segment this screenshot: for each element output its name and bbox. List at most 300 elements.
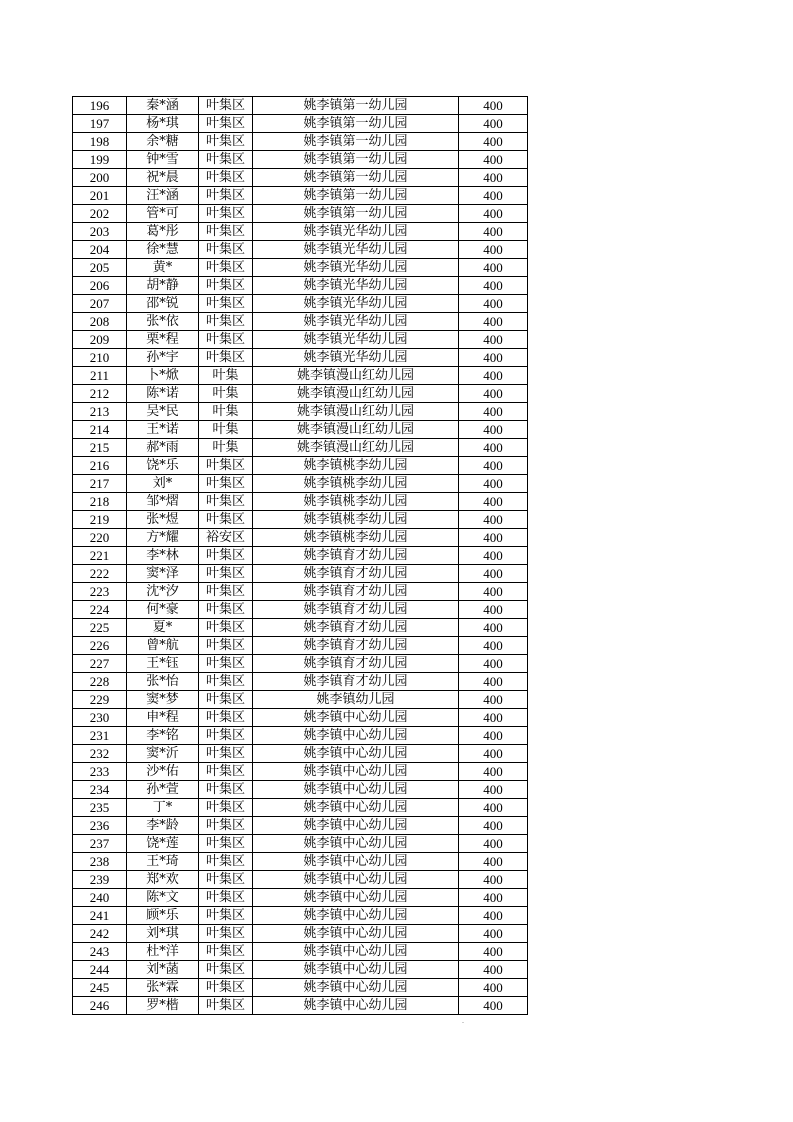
student-name-cell: 饶*莲 [127, 835, 199, 853]
district-cell: 叶集区 [199, 907, 253, 925]
subsidy-amount-cell: 400 [459, 835, 528, 853]
student-name-cell: 王*琦 [127, 853, 199, 871]
district-cell: 叶集区 [199, 691, 253, 709]
student-name-cell: 杜*洋 [127, 943, 199, 961]
subsidy-amount-cell: 400 [459, 259, 528, 277]
student-name-cell: 窦*沂 [127, 745, 199, 763]
kindergarten-cell: 姚李镇光华幼儿园 [253, 349, 459, 367]
kindergarten-cell: 姚李镇光华幼儿园 [253, 259, 459, 277]
subsidy-amount-cell: 400 [459, 907, 528, 925]
student-name-cell: 张*依 [127, 313, 199, 331]
row-number-cell: 215 [73, 439, 127, 457]
subsidy-amount-cell: 400 [459, 529, 528, 547]
kindergarten-cell: 姚李镇中心幼儿园 [253, 997, 459, 1015]
kindergarten-cell: 姚李镇中心幼儿园 [253, 763, 459, 781]
table-row [73, 637, 528, 655]
table-row [73, 385, 528, 403]
student-name-cell: 葛*彤 [127, 223, 199, 241]
row-number-cell: 234 [73, 781, 127, 799]
subsidy-amount-cell: 400 [459, 817, 528, 835]
district-cell: 叶集 [199, 385, 253, 403]
subsidy-amount-cell: 400 [459, 169, 528, 187]
subsidy-amount-cell: 400 [459, 457, 528, 475]
table-row [73, 331, 528, 349]
row-number-cell: 209 [73, 331, 127, 349]
district-cell: 叶集区 [199, 997, 253, 1015]
student-name-cell: 卜*焮 [127, 367, 199, 385]
subsidy-amount-cell: 400 [459, 961, 528, 979]
student-name-cell: 饶*乐 [127, 457, 199, 475]
row-number-cell: 196 [73, 97, 127, 115]
table-row [73, 925, 528, 943]
kindergarten-cell: 姚李镇漫山红幼儿园 [253, 403, 459, 421]
kindergarten-cell: 姚李镇桃李幼儿园 [253, 475, 459, 493]
student-name-cell: 方*耀 [127, 529, 199, 547]
row-number-cell: 216 [73, 457, 127, 475]
kindergarten-cell: 姚李镇育才幼儿园 [253, 637, 459, 655]
subsidy-amount-cell: 400 [459, 277, 528, 295]
table-row [73, 817, 528, 835]
district-cell: 叶集区 [199, 601, 253, 619]
district-cell: 叶集区 [199, 313, 253, 331]
subsidy-amount-cell: 400 [459, 763, 528, 781]
table-row [73, 511, 528, 529]
subsidy-amount-cell: 400 [459, 925, 528, 943]
table-row [73, 961, 528, 979]
kindergarten-cell: 姚李镇光华幼儿园 [253, 241, 459, 259]
district-cell: 叶集区 [199, 871, 253, 889]
subsidy-amount-cell: 400 [459, 889, 528, 907]
row-number-cell: 228 [73, 673, 127, 691]
row-number-cell: 208 [73, 313, 127, 331]
table-row [73, 223, 528, 241]
table-row [73, 619, 528, 637]
table-row [73, 997, 528, 1015]
kindergarten-cell: 姚李镇桃李幼儿园 [253, 529, 459, 547]
row-number-cell: 245 [73, 979, 127, 997]
district-cell: 叶集区 [199, 565, 253, 583]
kindergarten-cell: 姚李镇中心幼儿园 [253, 727, 459, 745]
subsidy-amount-cell: 400 [459, 997, 528, 1015]
subsidy-amount-cell: 400 [459, 295, 528, 313]
student-name-cell: 胡*静 [127, 277, 199, 295]
kindergarten-cell: 姚李镇中心幼儿园 [253, 817, 459, 835]
kindergarten-cell: 姚李镇光华幼儿园 [253, 223, 459, 241]
district-cell: 叶集区 [199, 925, 253, 943]
kindergarten-cell: 姚李镇桃李幼儿园 [253, 457, 459, 475]
district-cell: 叶集区 [199, 97, 253, 115]
student-name-cell: 顾*乐 [127, 907, 199, 925]
row-number-cell: 224 [73, 601, 127, 619]
subsidy-amount-cell: 400 [459, 313, 528, 331]
row-number-cell: 204 [73, 241, 127, 259]
kindergarten-cell: 姚李镇第一幼儿园 [253, 97, 459, 115]
student-name-cell: 栗*程 [127, 331, 199, 349]
kindergarten-cell: 姚李镇漫山红幼儿园 [253, 367, 459, 385]
student-name-cell: 申*程 [127, 709, 199, 727]
table-row [73, 349, 528, 367]
subsidy-amount-cell: 400 [459, 223, 528, 241]
district-cell: 叶集区 [199, 349, 253, 367]
district-cell: 叶集区 [199, 745, 253, 763]
district-cell: 叶集区 [199, 781, 253, 799]
district-cell: 叶集区 [199, 943, 253, 961]
kindergarten-cell: 姚李镇第一幼儿园 [253, 187, 459, 205]
table-row [73, 97, 528, 115]
kindergarten-cell: 姚李镇漫山红幼儿园 [253, 385, 459, 403]
student-name-cell: 郑*欢 [127, 871, 199, 889]
kindergarten-cell: 姚李镇育才幼儿园 [253, 583, 459, 601]
table-row [73, 151, 528, 169]
table-row [73, 403, 528, 421]
table-row [73, 529, 528, 547]
roster-table [72, 96, 528, 1015]
district-cell: 叶集区 [199, 709, 253, 727]
row-number-cell: 233 [73, 763, 127, 781]
district-cell: 叶集区 [199, 835, 253, 853]
student-name-cell: 刘*菡 [127, 961, 199, 979]
student-name-cell: 钟*雪 [127, 151, 199, 169]
student-name-cell: 沈*汐 [127, 583, 199, 601]
subsidy-amount-cell: 400 [459, 439, 528, 457]
kindergarten-cell: 姚李镇中心幼儿园 [253, 907, 459, 925]
student-name-cell: 余*糖 [127, 133, 199, 151]
row-number-cell: 235 [73, 799, 127, 817]
row-number-cell: 214 [73, 421, 127, 439]
roster-table-body [73, 97, 528, 1015]
subsidy-amount-cell: 400 [459, 331, 528, 349]
student-name-cell: 张*怡 [127, 673, 199, 691]
row-number-cell: 217 [73, 475, 127, 493]
row-number-cell: 198 [73, 133, 127, 151]
subsidy-amount-cell: 400 [459, 871, 528, 889]
table-row [73, 457, 528, 475]
kindergarten-cell: 姚李镇育才幼儿园 [253, 601, 459, 619]
kindergarten-cell: 姚李镇中心幼儿园 [253, 709, 459, 727]
kindergarten-cell: 姚李镇光华幼儿园 [253, 277, 459, 295]
subsidy-amount-cell: 400 [459, 547, 528, 565]
row-number-cell: 199 [73, 151, 127, 169]
district-cell: 叶集区 [199, 511, 253, 529]
district-cell: 叶集区 [199, 493, 253, 511]
table-row [73, 727, 528, 745]
row-number-cell: 200 [73, 169, 127, 187]
table-row [73, 295, 528, 313]
district-cell: 叶集区 [199, 763, 253, 781]
student-name-cell: 李*铭 [127, 727, 199, 745]
table-row [73, 673, 528, 691]
table-row [73, 691, 528, 709]
district-cell: 叶集区 [199, 169, 253, 187]
district-cell: 叶集区 [199, 583, 253, 601]
row-number-cell: 205 [73, 259, 127, 277]
subsidy-amount-cell: 400 [459, 115, 528, 133]
row-number-cell: 211 [73, 367, 127, 385]
subsidy-amount-cell: 400 [459, 385, 528, 403]
kindergarten-cell: 姚李镇第一幼儿园 [253, 205, 459, 223]
student-name-cell: 祝*晨 [127, 169, 199, 187]
subsidy-amount-cell: 400 [459, 511, 528, 529]
row-number-cell: 202 [73, 205, 127, 223]
table-row [73, 979, 528, 997]
district-cell: 叶集区 [199, 331, 253, 349]
row-number-cell: 243 [73, 943, 127, 961]
row-number-cell: 223 [73, 583, 127, 601]
subsidy-amount-cell: 400 [459, 349, 528, 367]
subsidy-amount-cell: 400 [459, 151, 528, 169]
kindergarten-cell: 姚李镇中心幼儿园 [253, 979, 459, 997]
district-cell: 叶集区 [199, 637, 253, 655]
kindergarten-cell: 姚李镇光华幼儿园 [253, 295, 459, 313]
row-number-cell: 230 [73, 709, 127, 727]
kindergarten-cell: 姚李镇漫山红幼儿园 [253, 421, 459, 439]
row-number-cell: 225 [73, 619, 127, 637]
student-name-cell: 王*钰 [127, 655, 199, 673]
kindergarten-cell: 姚李镇第一幼儿园 [253, 115, 459, 133]
table-row [73, 583, 528, 601]
kindergarten-cell: 姚李镇育才幼儿园 [253, 619, 459, 637]
district-cell: 叶集区 [199, 853, 253, 871]
student-name-cell: 汪*涵 [127, 187, 199, 205]
table-row [73, 745, 528, 763]
student-name-cell: 郝*雨 [127, 439, 199, 457]
row-number-cell: 244 [73, 961, 127, 979]
kindergarten-cell: 姚李镇中心幼儿园 [253, 943, 459, 961]
table-row [73, 277, 528, 295]
scan-speck [462, 1022, 464, 1023]
table-row [73, 367, 528, 385]
district-cell: 叶集区 [199, 475, 253, 493]
kindergarten-cell: 姚李镇中心幼儿园 [253, 871, 459, 889]
kindergarten-cell: 姚李镇桃李幼儿园 [253, 493, 459, 511]
student-name-cell: 李*龄 [127, 817, 199, 835]
district-cell: 叶集区 [199, 223, 253, 241]
student-name-cell: 管*可 [127, 205, 199, 223]
table-row [73, 133, 528, 151]
subsidy-amount-cell: 400 [459, 637, 528, 655]
district-cell: 叶集区 [199, 817, 253, 835]
table-row [73, 781, 528, 799]
table-row [73, 763, 528, 781]
row-number-cell: 197 [73, 115, 127, 133]
row-number-cell: 206 [73, 277, 127, 295]
row-number-cell: 218 [73, 493, 127, 511]
table-row [73, 439, 528, 457]
subsidy-amount-cell: 400 [459, 205, 528, 223]
kindergarten-cell: 姚李镇光华幼儿园 [253, 313, 459, 331]
subsidy-amount-cell: 400 [459, 493, 528, 511]
table-row [73, 709, 528, 727]
row-number-cell: 213 [73, 403, 127, 421]
district-cell: 叶集 [199, 403, 253, 421]
district-cell: 叶集 [199, 421, 253, 439]
district-cell: 叶集区 [199, 187, 253, 205]
student-name-cell: 王*诺 [127, 421, 199, 439]
district-cell: 叶集区 [199, 133, 253, 151]
row-number-cell: 203 [73, 223, 127, 241]
subsidy-amount-cell: 400 [459, 601, 528, 619]
district-cell: 叶集区 [199, 277, 253, 295]
table-row [73, 655, 528, 673]
subsidy-amount-cell: 400 [459, 709, 528, 727]
kindergarten-cell: 姚李镇幼儿园 [253, 691, 459, 709]
table-row [73, 259, 528, 277]
student-name-cell: 刘* [127, 475, 199, 493]
subsidy-amount-cell: 400 [459, 745, 528, 763]
district-cell: 叶集区 [199, 115, 253, 133]
student-name-cell: 邵*锐 [127, 295, 199, 313]
student-name-cell: 夏* [127, 619, 199, 637]
student-name-cell: 陈*诺 [127, 385, 199, 403]
subsidy-amount-cell: 400 [459, 619, 528, 637]
student-name-cell: 李*林 [127, 547, 199, 565]
district-cell: 叶集区 [199, 295, 253, 313]
kindergarten-cell: 姚李镇光华幼儿园 [253, 331, 459, 349]
student-name-cell: 秦*涵 [127, 97, 199, 115]
row-number-cell: 212 [73, 385, 127, 403]
table-row [73, 853, 528, 871]
kindergarten-cell: 姚李镇中心幼儿园 [253, 781, 459, 799]
table-row [73, 169, 528, 187]
table-row [73, 493, 528, 511]
district-cell: 叶集区 [199, 889, 253, 907]
subsidy-amount-cell: 400 [459, 673, 528, 691]
subsidy-amount-cell: 400 [459, 727, 528, 745]
kindergarten-cell: 姚李镇漫山红幼儿园 [253, 439, 459, 457]
table-row [73, 241, 528, 259]
table-row [73, 907, 528, 925]
district-cell: 叶集区 [199, 259, 253, 277]
row-number-cell: 237 [73, 835, 127, 853]
student-name-cell: 窦*梦 [127, 691, 199, 709]
subsidy-amount-cell: 400 [459, 655, 528, 673]
subsidy-amount-cell: 400 [459, 403, 528, 421]
subsidy-amount-cell: 400 [459, 583, 528, 601]
kindergarten-cell: 姚李镇中心幼儿园 [253, 853, 459, 871]
row-number-cell: 219 [73, 511, 127, 529]
district-cell: 叶集区 [199, 547, 253, 565]
subsidy-amount-cell: 400 [459, 187, 528, 205]
subsidy-amount-cell: 400 [459, 97, 528, 115]
table-row [73, 889, 528, 907]
row-number-cell: 226 [73, 637, 127, 655]
row-number-cell: 238 [73, 853, 127, 871]
row-number-cell: 229 [73, 691, 127, 709]
subsidy-amount-cell: 400 [459, 943, 528, 961]
kindergarten-cell: 姚李镇第一幼儿园 [253, 133, 459, 151]
student-name-cell: 刘*琪 [127, 925, 199, 943]
subsidy-amount-cell: 400 [459, 781, 528, 799]
table-row [73, 313, 528, 331]
student-name-cell: 邹*熠 [127, 493, 199, 511]
subsidy-amount-cell: 400 [459, 367, 528, 385]
table-row [73, 421, 528, 439]
kindergarten-cell: 姚李镇育才幼儿园 [253, 547, 459, 565]
district-cell: 叶集区 [199, 979, 253, 997]
district-cell: 叶集区 [199, 655, 253, 673]
row-number-cell: 222 [73, 565, 127, 583]
row-number-cell: 207 [73, 295, 127, 313]
district-cell: 叶集 [199, 367, 253, 385]
district-cell: 叶集区 [199, 205, 253, 223]
student-name-cell: 黄* [127, 259, 199, 277]
district-cell: 叶集 [199, 439, 253, 457]
table-row [73, 547, 528, 565]
district-cell: 叶集区 [199, 673, 253, 691]
row-number-cell: 242 [73, 925, 127, 943]
kindergarten-cell: 姚李镇中心幼儿园 [253, 889, 459, 907]
student-name-cell: 杨*琪 [127, 115, 199, 133]
table-row [73, 799, 528, 817]
district-cell: 叶集区 [199, 241, 253, 259]
subsidy-amount-cell: 400 [459, 799, 528, 817]
kindergarten-cell: 姚李镇第一幼儿园 [253, 169, 459, 187]
table-row [73, 205, 528, 223]
table-row [73, 187, 528, 205]
district-cell: 叶集区 [199, 799, 253, 817]
row-number-cell: 220 [73, 529, 127, 547]
student-name-cell: 何*豪 [127, 601, 199, 619]
subsidy-amount-cell: 400 [459, 475, 528, 493]
student-name-cell: 沙*佑 [127, 763, 199, 781]
table-row [73, 475, 528, 493]
kindergarten-cell: 姚李镇第一幼儿园 [253, 151, 459, 169]
student-name-cell: 丁* [127, 799, 199, 817]
student-name-cell: 孙*宇 [127, 349, 199, 367]
row-number-cell: 221 [73, 547, 127, 565]
row-number-cell: 201 [73, 187, 127, 205]
kindergarten-cell: 姚李镇中心幼儿园 [253, 835, 459, 853]
district-cell: 叶集区 [199, 151, 253, 169]
row-number-cell: 232 [73, 745, 127, 763]
table-row [73, 871, 528, 889]
district-cell: 叶集区 [199, 961, 253, 979]
student-name-cell: 徐*慧 [127, 241, 199, 259]
subsidy-amount-cell: 400 [459, 691, 528, 709]
student-name-cell: 张*霖 [127, 979, 199, 997]
kindergarten-cell: 姚李镇桃李幼儿园 [253, 511, 459, 529]
table-row [73, 115, 528, 133]
student-name-cell: 陈*文 [127, 889, 199, 907]
subsidy-amount-cell: 400 [459, 979, 528, 997]
student-name-cell: 吴*民 [127, 403, 199, 421]
row-number-cell: 236 [73, 817, 127, 835]
row-number-cell: 241 [73, 907, 127, 925]
kindergarten-cell: 姚李镇育才幼儿园 [253, 565, 459, 583]
subsidy-amount-cell: 400 [459, 565, 528, 583]
district-cell: 叶集区 [199, 619, 253, 637]
row-number-cell: 231 [73, 727, 127, 745]
student-name-cell: 罗*楷 [127, 997, 199, 1015]
table-row [73, 601, 528, 619]
kindergarten-cell: 姚李镇中心幼儿园 [253, 961, 459, 979]
district-cell: 裕安区 [199, 529, 253, 547]
row-number-cell: 210 [73, 349, 127, 367]
row-number-cell: 240 [73, 889, 127, 907]
kindergarten-cell: 姚李镇育才幼儿园 [253, 673, 459, 691]
kindergarten-cell: 姚李镇中心幼儿园 [253, 745, 459, 763]
kindergarten-cell: 姚李镇中心幼儿园 [253, 925, 459, 943]
row-number-cell: 239 [73, 871, 127, 889]
student-name-cell: 张*煜 [127, 511, 199, 529]
kindergarten-cell: 姚李镇中心幼儿园 [253, 799, 459, 817]
subsidy-amount-cell: 400 [459, 241, 528, 259]
student-name-cell: 曾*航 [127, 637, 199, 655]
student-name-cell: 窦*泽 [127, 565, 199, 583]
subsidy-amount-cell: 400 [459, 421, 528, 439]
table-row [73, 835, 528, 853]
subsidy-amount-cell: 400 [459, 133, 528, 151]
